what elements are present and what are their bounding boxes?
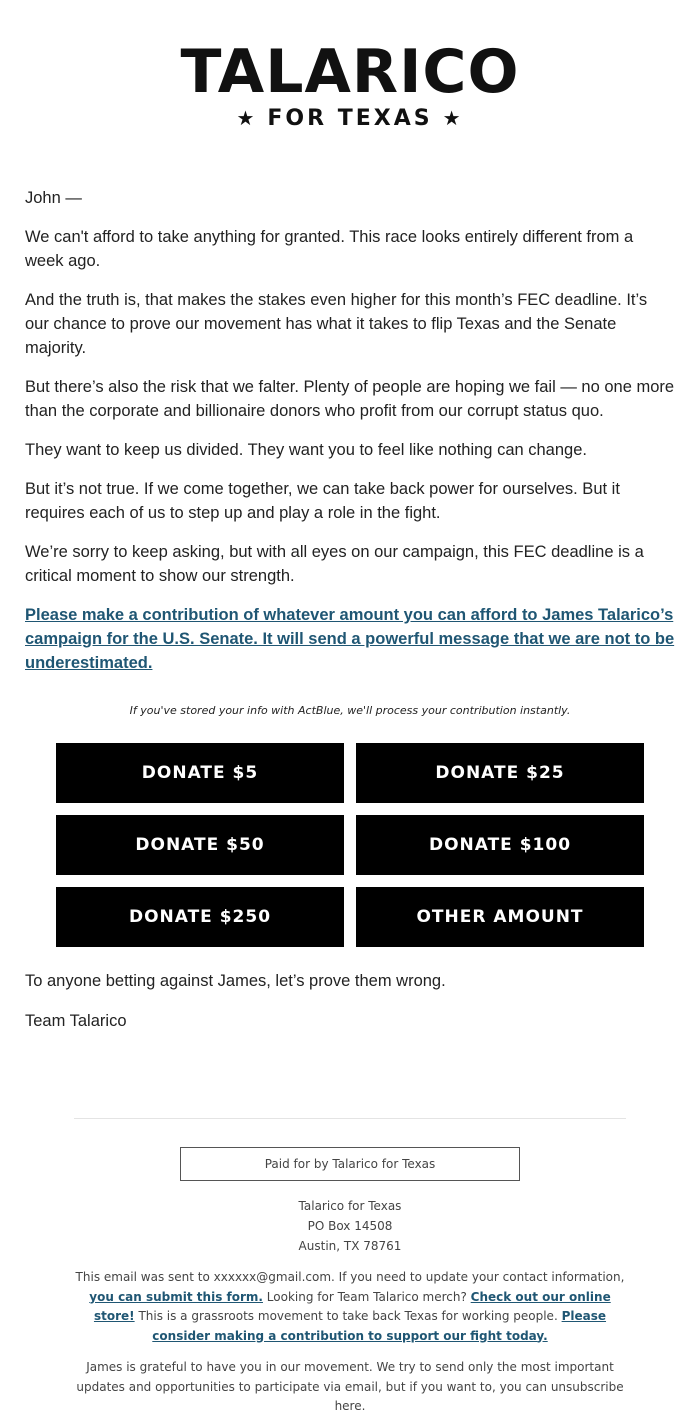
- address-line: Talarico for Texas: [298, 1199, 402, 1213]
- donate-250-button[interactable]: DONATE $250: [56, 887, 344, 947]
- other-amount-button[interactable]: OTHER AMOUNT: [356, 887, 644, 947]
- donate-100-button[interactable]: DONATE $100: [356, 815, 644, 875]
- footer-text: This is a grassroots movement to take back Texas for working people.: [138, 1309, 558, 1323]
- logo-subtitle: [0, 105, 700, 132]
- campaign-logo: [0, 37, 700, 132]
- footer-divider: [74, 1118, 626, 1119]
- star-icon: ★: [236, 106, 258, 130]
- donate-5-button[interactable]: DONATE $5: [56, 743, 344, 803]
- closing: [25, 969, 675, 1049]
- footer-text: Looking for Team Talarico merch?: [266, 1289, 467, 1304]
- online-store-link[interactable]: Check out our online store!: [93, 1289, 611, 1323]
- donate-25-button[interactable]: DONATE $25: [356, 743, 644, 803]
- logo-subtitle-text: FOR TEXAS: [267, 106, 433, 131]
- body-paragraph: We’re sorry to keep asking, but with all eyes on our campaign, this FEC deadline is a critical moment to show our strength.: [25, 543, 644, 585]
- address-line: Austin, TX 78761: [298, 1239, 402, 1253]
- address-line: PO Box 14508: [307, 1219, 393, 1233]
- footer-info: [70, 1268, 630, 1346]
- star-icon: ★: [442, 106, 464, 130]
- update-info-link[interactable]: you can submit this form.: [89, 1289, 263, 1304]
- footer-text: This email was sent to xxxxxx@gmail.com. If you need to update your contact information,: [75, 1270, 625, 1284]
- footer-grateful: James is grateful to have you in our movement. We try to send only the most important updates and opportunities to participate via email, but if you want to, you can unsubscribe here.: [76, 1360, 624, 1413]
- signature: Team Talarico: [25, 1012, 127, 1030]
- paid-for-box: Paid for by Talarico for Texas: [180, 1147, 520, 1181]
- email-body: [25, 186, 675, 690]
- greeting: John —: [25, 189, 82, 207]
- body-paragraph: But there’s also the risk that we falter. Plenty of people are hoping we fail — no one more than the corporate and billionaire donors who profit from our corrupt status quo.: [25, 378, 675, 420]
- actblue-note: If you've stored your info with ActBlue, we'll process your contribution instantly.: [129, 704, 571, 717]
- body-paragraph: And the truth is, that makes the stakes even higher for this month’s FEC deadline. It’s our chance to prove our movement has what it takes to flip Texas and the Senate majority.: [25, 291, 648, 357]
- body-paragraph: They want to keep us divided. They want you to feel like nothing can change.: [25, 441, 587, 459]
- contribution-link[interactable]: Please make a contribution of whatever amount you can afford to James Talarico’s campaign for the U.S. Senate. It will send a powerful message that we are not to be underestimated.: [25, 606, 675, 672]
- mailing-address: [0, 1196, 700, 1256]
- closing-line: To anyone betting against James, let’s prove them wrong.: [25, 972, 446, 990]
- body-paragraph: But it’s not true. If we come together, we can take back power for ourselves. But it requires each of us to step up and play a role in the fight.: [25, 480, 620, 522]
- contribute-link[interactable]: Please consider making a contribution to support our fight today.: [152, 1309, 607, 1343]
- logo-title: TALARICO: [180, 37, 520, 107]
- donate-50-button[interactable]: DONATE $50: [56, 815, 344, 875]
- body-paragraph: We can't afford to take anything for granted. This race looks entirely different from a week ago.: [25, 228, 634, 270]
